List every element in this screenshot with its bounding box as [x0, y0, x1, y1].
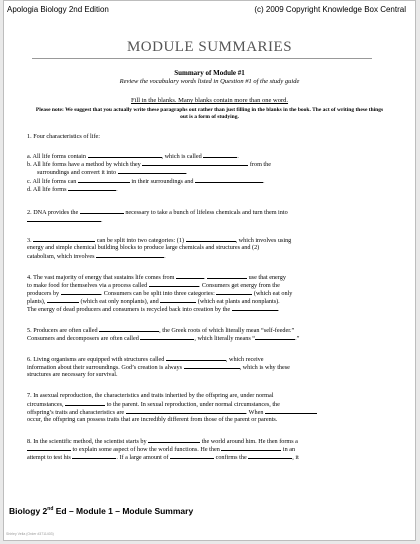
question-3-line-2: energy and simple chemical building blocks to produce large chemicals and structures and (2) [27, 244, 260, 251]
question-1b-continued: surroundings and convert it into . [37, 169, 188, 176]
blank [232, 305, 278, 311]
question-3-line-3: catabolism, which involves . [27, 253, 166, 260]
blank [99, 326, 159, 332]
blank [166, 355, 226, 361]
question-2: 2. DNA provides the necessary to take a bunch of lifeless chemicals and turn them into [27, 209, 288, 216]
question-5-line-2: Consumers and decomposers are often called , which literally means “ .” [27, 335, 300, 342]
blank [142, 160, 248, 166]
question-1a: a. All life forms contain , which is called . [27, 153, 239, 160]
question-4-line-3: producers by . Consumers can be split into three categories: (which eat only [27, 290, 293, 297]
question-7-line-3: offspring’s traits and characteristics are . When [27, 408, 384, 417]
footer-title: Biology 2nd Ed – Module 1 – Module Summary [9, 506, 194, 516]
question-1d: d. All life forms . [27, 186, 118, 193]
blank [96, 252, 164, 258]
question-6-line-3: structures are necessary for survival. [27, 371, 118, 378]
blank [221, 445, 281, 451]
blank [265, 408, 317, 414]
question-8: 8. In the scientific method, the scientist starts by the world around him. He then forms a [27, 438, 298, 445]
question-4: 4. The vast majority of energy that sustains life comes from . use that energy [27, 274, 286, 281]
question-7-line-4: occur, the offspring can possess traits that are incredibly different from those of the parent or parents. [27, 416, 278, 423]
blank [65, 400, 105, 406]
header-left-text: Apologia Biology 2nd Edition [7, 5, 109, 14]
question-5: 5. Producers are often called , the Greek roots of which literally mean “self-feeder.” [27, 327, 295, 334]
blank [176, 273, 204, 279]
blank [195, 177, 263, 183]
question-6-line-2: information about their surroundings. God’s creation is always , which is why these [27, 364, 290, 371]
question-1b: b. All life forms have a method by which they from the [27, 161, 271, 168]
blank [47, 297, 79, 303]
page-title: MODULE SUMMARIES [126, 39, 293, 55]
footer-order-note: Shirley Vella (Order #3711403) [6, 532, 54, 536]
question-7-line-2: circumstances, to the parent. In sexual reproduction, under normal circumstances, the [27, 401, 280, 408]
blank [33, 236, 95, 242]
blank [140, 334, 194, 340]
blank [216, 289, 252, 295]
blank [27, 216, 101, 222]
blank [126, 408, 246, 414]
blank [255, 334, 295, 340]
blank [184, 363, 240, 369]
blank [68, 185, 116, 191]
question-4-line-5: The energy of dead producers and consumers is recycled back into creation by the . [27, 306, 280, 313]
blank [72, 453, 116, 459]
question-8-line-3: attempt to test his . If a large amount of confirms the , it [27, 454, 299, 461]
header-right-text: (c) 2009 Copyright Knowledge Box Central [254, 5, 406, 14]
blank [160, 297, 196, 303]
question-2-continued: . [27, 216, 384, 225]
question-8-line-2: to explain some aspect of how the world functions. He then in an [27, 445, 384, 454]
fill-in-instruction: Fill in the blanks. Many blanks contain more than one word. [130, 97, 289, 104]
blank [248, 453, 292, 459]
study-note: Please note: We suggest that you actually write these paragraphs out rather than just filling in the blanks in the book. The act of writing these things out is a form of studying. [35, 107, 384, 120]
blank [149, 281, 199, 287]
blank [186, 236, 236, 242]
blank [88, 152, 162, 158]
question-7: 7. In asexual reproduction, the characteristics and traits inherited by the offspring are, under normal [27, 392, 274, 399]
blank [80, 208, 124, 214]
blank [170, 453, 214, 459]
review-instruction: Review the vocabulary words listed in Question #1 of the study guide [119, 78, 300, 85]
blank [27, 445, 71, 451]
summary-subtitle: Summary of Module #1 [174, 69, 245, 77]
blank [78, 177, 130, 183]
question-1-intro: 1. Four characteristics of life: [27, 133, 101, 140]
question-3: 3. can be split into two categories: (1) , which involves using [27, 237, 292, 244]
blank [207, 273, 247, 279]
question-4-line-2: to make food for themselves via a process called . Consumers get energy from the [27, 282, 280, 289]
blank [203, 152, 237, 158]
blank [118, 168, 186, 174]
blank [61, 289, 101, 295]
question-4-line-4: plants), (which eat only nonplants), and (which eat plants and nonplants). [27, 298, 280, 305]
worksheet-page [3, 0, 416, 541]
question-1c: c. All life forms can in their surroundings and . [27, 178, 265, 185]
blank [148, 437, 200, 443]
question-6: 6. Living organisms are equipped with structures called , which receive [27, 356, 264, 363]
title-divider [32, 58, 372, 59]
